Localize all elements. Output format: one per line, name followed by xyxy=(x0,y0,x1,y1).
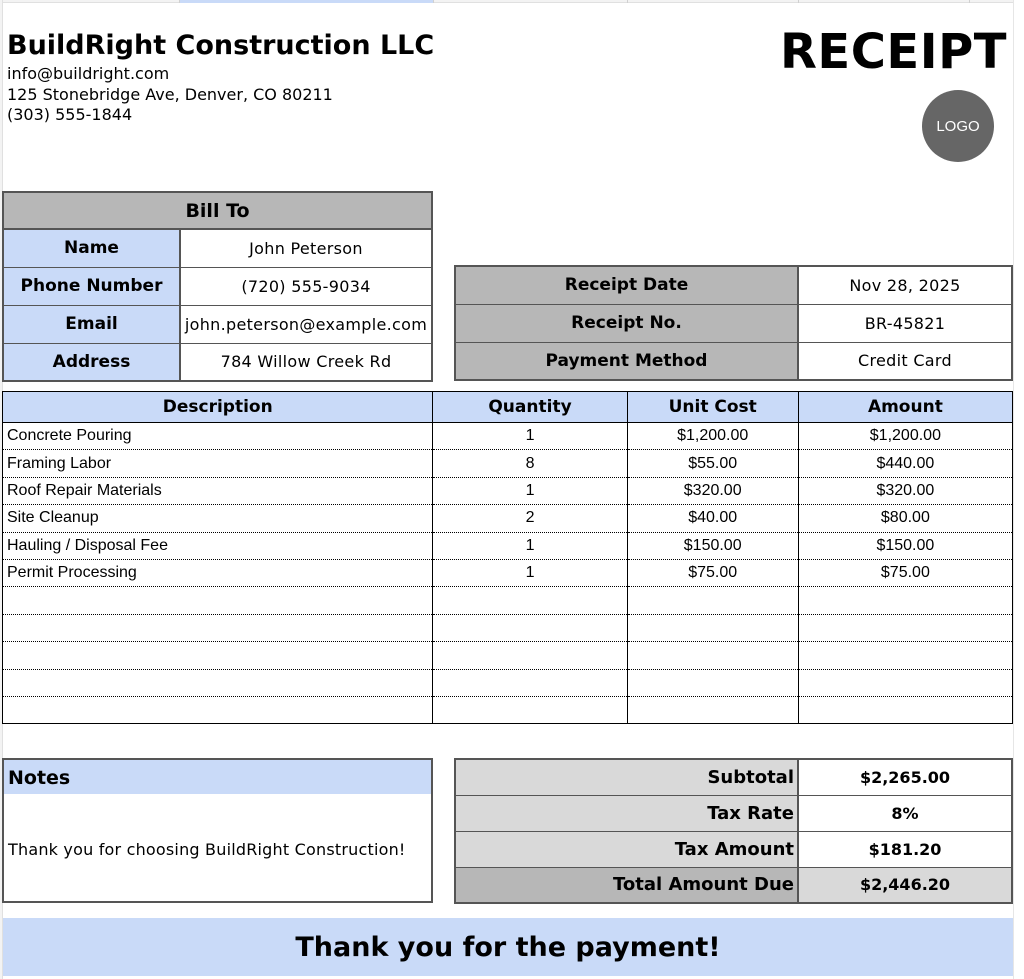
bill-to-value[interactable]: john.peterson@example.com xyxy=(180,305,432,343)
table-row xyxy=(3,669,1013,696)
receipt-info-label[interactable]: Payment Method xyxy=(455,342,798,380)
item-amount[interactable]: $75.00 xyxy=(798,559,1012,586)
table-row xyxy=(3,587,1013,614)
item-quantity[interactable] xyxy=(433,696,627,723)
item-amount[interactable] xyxy=(798,696,1012,723)
column-header-description[interactable]: Description xyxy=(3,392,433,423)
item-description[interactable] xyxy=(3,669,433,696)
item-unit-cost[interactable] xyxy=(627,696,798,723)
bill-to-value[interactable]: (720) 555-9034 xyxy=(180,267,432,305)
receipt-info-row xyxy=(455,266,1012,304)
item-quantity[interactable]: 1 xyxy=(433,477,627,504)
item-description[interactable] xyxy=(3,642,433,669)
column-header-amount[interactable]: Amount xyxy=(798,392,1012,423)
item-quantity[interactable]: 2 xyxy=(433,505,627,532)
total-due-label[interactable]: Total Amount Due xyxy=(455,867,798,903)
tax-amount-value[interactable]: $181.20 xyxy=(798,831,1012,867)
receipt-info-table xyxy=(454,265,1013,381)
receipt-info-value[interactable]: BR-45821 xyxy=(798,304,1012,342)
item-description[interactable]: Site Cleanup xyxy=(3,505,433,532)
item-description[interactable] xyxy=(3,587,433,614)
item-quantity[interactable]: 8 xyxy=(433,450,627,477)
table-row xyxy=(3,614,1013,641)
bill-to-row xyxy=(3,267,432,305)
line-items-table xyxy=(2,391,1013,724)
item-unit-cost[interactable]: $1,200.00 xyxy=(627,423,798,450)
item-unit-cost[interactable]: $55.00 xyxy=(627,450,798,477)
item-quantity[interactable]: 1 xyxy=(433,532,627,559)
bill-to-value[interactable]: 784 Willow Creek Rd xyxy=(180,343,432,381)
item-amount[interactable]: $440.00 xyxy=(798,450,1012,477)
item-description[interactable] xyxy=(3,614,433,641)
totals-row xyxy=(455,831,1012,867)
item-unit-cost[interactable]: $320.00 xyxy=(627,477,798,504)
item-unit-cost[interactable]: $40.00 xyxy=(627,505,798,532)
item-unit-cost[interactable] xyxy=(627,614,798,641)
item-description[interactable] xyxy=(3,696,433,723)
gridline xyxy=(627,0,628,3)
bill-to-label[interactable]: Email xyxy=(3,305,180,343)
logo-placeholder: LOGO xyxy=(922,90,994,162)
bill-to-label[interactable]: Name xyxy=(3,229,180,267)
notes-header[interactable]: Notes xyxy=(4,760,431,794)
table-row xyxy=(3,559,1013,586)
selected-column-indicator xyxy=(180,0,433,3)
item-unit-cost[interactable] xyxy=(627,642,798,669)
receipt-info-label[interactable]: Receipt Date xyxy=(455,266,798,304)
table-row xyxy=(3,642,1013,669)
item-quantity[interactable] xyxy=(433,614,627,641)
item-quantity[interactable] xyxy=(433,642,627,669)
bill-to-label[interactable]: Phone Number xyxy=(3,267,180,305)
bill-to-row xyxy=(3,229,432,267)
company-phone: (303) 555-1844 xyxy=(7,105,133,124)
notes-box xyxy=(2,758,433,903)
item-quantity[interactable]: 1 xyxy=(433,559,627,586)
receipt-info-value[interactable]: Nov 28, 2025 xyxy=(849,275,961,295)
totals-row xyxy=(455,795,1012,831)
bill-to-row xyxy=(3,305,432,343)
item-quantity[interactable] xyxy=(433,587,627,614)
gridline xyxy=(433,0,434,3)
column-header-quantity[interactable]: Quantity xyxy=(433,392,627,423)
item-quantity[interactable]: 1 xyxy=(433,423,627,450)
item-description[interactable]: Framing Labor xyxy=(3,450,433,477)
bill-to-header: Bill To xyxy=(3,192,432,229)
item-description[interactable]: Permit Processing xyxy=(3,559,433,586)
gridline xyxy=(179,0,180,3)
item-amount[interactable]: $80.00 xyxy=(798,505,1012,532)
item-unit-cost[interactable] xyxy=(627,669,798,696)
receipt-info-row xyxy=(455,342,1012,380)
tax-amount-label[interactable]: Tax Amount xyxy=(455,831,798,867)
item-unit-cost[interactable] xyxy=(627,587,798,614)
subtotal-value[interactable]: $2,265.00 xyxy=(859,767,951,787)
bill-to-row xyxy=(3,343,432,381)
bill-to-label[interactable]: Address xyxy=(3,343,180,381)
table-row xyxy=(3,532,1013,559)
notes-text[interactable]: Thank you for choosing BuildRight Construction! xyxy=(8,840,406,859)
item-amount[interactable] xyxy=(798,669,1012,696)
item-quantity[interactable] xyxy=(433,669,627,696)
table-row xyxy=(3,696,1013,723)
item-amount[interactable] xyxy=(798,642,1012,669)
gridline xyxy=(969,0,970,3)
table-row xyxy=(3,423,1013,450)
total-due-value[interactable]: $2,446.20 xyxy=(798,867,1012,903)
company-email: info@buildright.com xyxy=(7,64,170,83)
company-address: 125 Stonebridge Ave, Denver, CO 80211 xyxy=(7,85,333,104)
table-row xyxy=(3,505,1013,532)
item-amount[interactable] xyxy=(798,587,1012,614)
item-description[interactable]: Hauling / Disposal Fee xyxy=(3,532,433,559)
item-amount[interactable]: $150.00 xyxy=(798,532,1012,559)
bill-to-table xyxy=(2,191,433,382)
item-unit-cost[interactable]: $75.00 xyxy=(627,559,798,586)
bill-to-value[interactable]: John Peterson xyxy=(180,229,432,267)
document-title: RECEIPT xyxy=(779,24,1007,80)
receipt-info-label[interactable]: Receipt No. xyxy=(455,304,798,342)
company-name: BuildRight Construction LLC xyxy=(7,30,435,61)
item-amount[interactable]: $320.00 xyxy=(798,477,1012,504)
sheet-right-edge xyxy=(1013,0,1024,979)
subtotal-label[interactable]: Subtotal xyxy=(455,759,798,795)
column-header-unit-cost[interactable]: Unit Cost xyxy=(627,392,798,423)
totals-row xyxy=(455,867,1012,903)
table-row xyxy=(3,477,1013,504)
receipt-info-value[interactable]: Credit Card xyxy=(798,342,1012,380)
totals-table xyxy=(454,758,1013,904)
item-amount[interactable] xyxy=(798,614,1012,641)
item-description[interactable]: Roof Repair Materials xyxy=(3,477,433,504)
tax-rate-value[interactable]: 8% xyxy=(798,795,1012,831)
column-header-strip xyxy=(0,0,1024,3)
table-row xyxy=(3,450,1013,477)
tax-rate-label[interactable]: Tax Rate xyxy=(455,795,798,831)
item-amount[interactable]: $1,200.00 xyxy=(798,423,1012,450)
gridline xyxy=(798,0,799,3)
footer-thank-you: Thank you for the payment! xyxy=(3,918,1013,976)
item-unit-cost[interactable]: $150.00 xyxy=(627,532,798,559)
totals-row xyxy=(455,759,1012,795)
receipt-info-row xyxy=(455,304,1012,342)
item-description[interactable]: Concrete Pouring xyxy=(3,423,433,450)
